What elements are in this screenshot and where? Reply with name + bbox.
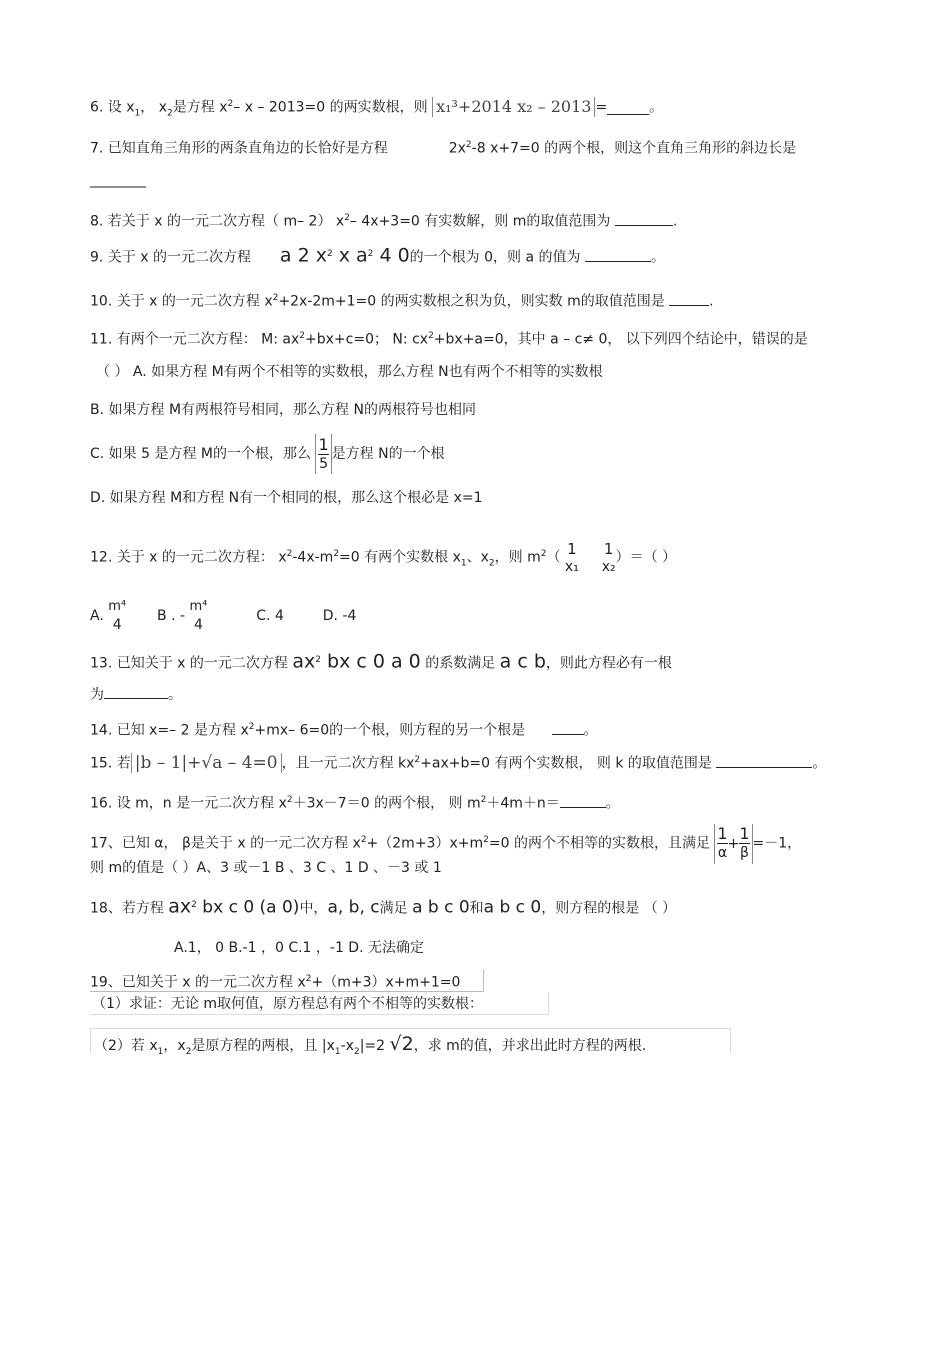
q12-option-c: C. 4	[256, 608, 284, 624]
q8-text-b: – 4x+3=0 有实数解，则 m的取值范围为	[349, 213, 611, 230]
q12-options	[90, 596, 356, 636]
q16-answer-blank	[560, 793, 606, 808]
question-13-cont	[90, 684, 182, 705]
q15-text-d: 。	[812, 755, 827, 772]
q15-sup: 2	[414, 755, 421, 765]
q12-text-c: =0 有两个实数根 x	[339, 549, 461, 566]
q12-optB-den: 4	[193, 617, 203, 633]
q10-answer-blank	[669, 291, 709, 306]
q11-text-a: 11. 有两个一元二次方程： M: ax	[90, 331, 300, 348]
q8-text-c: .	[672, 213, 678, 230]
q19-part-2-box-top	[90, 1028, 730, 1029]
q19-part-2-box-right	[730, 1028, 731, 1054]
question-16	[90, 790, 620, 814]
q19-part-1-text: （1）求证：无论 m取何值，原方程总有两个不相等的实数根：	[92, 996, 483, 1012]
q13-eq3: a c b	[499, 650, 546, 673]
q19-part-2-box-left	[90, 1028, 91, 1054]
q16-text-d: 。	[605, 795, 620, 812]
q7-sup: 2	[465, 140, 472, 150]
q19-sqrt2: √2	[389, 1033, 414, 1055]
q14-sup: 2	[248, 722, 255, 732]
q19-p2-a: （2）若 x	[94, 1038, 158, 1054]
q19-sup: 2	[305, 974, 312, 984]
q10-sup: 2	[272, 293, 279, 303]
q12-f1-num: 1	[567, 539, 577, 558]
q11-frac-den: 5	[319, 455, 329, 472]
q9-eq1: a 2 x	[279, 244, 327, 267]
q6-text-a: 6. 设 x	[90, 99, 135, 116]
q9-text-a: 9. 关于 x 的一元二次方程	[90, 249, 251, 266]
q9-eq-sup1: 2	[326, 249, 333, 259]
q16-text-b: ＋3x－7＝0 的两个根， 则 m	[292, 795, 481, 812]
q17-plus: +	[727, 835, 740, 852]
q17-f1-den: α	[717, 845, 728, 862]
q19-p2-sub1: 1	[157, 1046, 164, 1057]
q14-answer-blank	[552, 720, 584, 735]
q18-text-a: 18、若方程	[90, 900, 164, 917]
q9-eq3: 4 0	[373, 244, 410, 267]
q11-option-a	[96, 362, 603, 382]
q19-p2-e: |=2	[359, 1038, 386, 1054]
q11-text-c: +bx+a=0，其中 a – c≠ 0， 以下列四个结论中，错误的是	[433, 331, 808, 348]
q13-text-d: 为	[90, 687, 104, 703]
q12-sup3: 2	[540, 549, 547, 559]
q19-p2-sub4: 2	[353, 1046, 360, 1057]
question-6	[90, 94, 663, 123]
question-11	[90, 326, 808, 350]
q13-answer-blank	[104, 684, 168, 699]
q6-text-d: – x – 2013=0 的两实数根，则	[233, 99, 428, 116]
q18-eq3: a, b, c	[327, 897, 380, 918]
q18-text-e: ，则方程的根是 （ ）	[541, 900, 677, 917]
q9-answer-blank	[585, 247, 651, 262]
q11-option-d	[90, 488, 483, 508]
q8-answer-blank	[615, 211, 673, 226]
question-7-blank	[90, 170, 146, 190]
q17-text-b: +（2m+3）x+m	[366, 835, 484, 852]
q17-text-d: =－1，	[752, 835, 802, 852]
q12-sup2: 2	[333, 549, 340, 559]
q12-f2-den: x₂	[601, 558, 616, 575]
question-13	[90, 650, 672, 674]
q19-p2-sub2: 2	[185, 1046, 192, 1057]
q11-option-b	[90, 400, 476, 420]
q19-divider-1	[90, 991, 484, 992]
q12-sub2: 2	[488, 558, 495, 569]
q16-sup2: 2	[480, 795, 487, 805]
question-17-cont	[90, 858, 442, 878]
q16-text-a: 16. 设 m，n 是一元二次方程 x	[90, 795, 287, 812]
q17-sup1: 2	[360, 835, 367, 845]
q17-f2-den: β	[739, 845, 749, 862]
q14-text-c: 。	[583, 722, 598, 739]
q7-text-a: 7. 已知直角三角形的两条直角边的长恰好是方程	[90, 140, 388, 157]
q12-text-d: 、x	[466, 549, 489, 566]
q18-eq1: ax	[168, 895, 192, 918]
q13-eq2: bx c 0 a 0	[320, 650, 421, 673]
q12-optA-num: m⁴	[108, 599, 127, 614]
question-8	[90, 208, 677, 232]
q18-eq5: a b c 0	[483, 897, 542, 918]
q12-fraction-1-x1	[565, 540, 579, 576]
q13-text-c: ，则此方程必有一根	[545, 655, 672, 672]
q19-part-1-box	[90, 1014, 548, 1015]
q6-text-b: ， x	[140, 99, 168, 116]
q18-options	[174, 938, 424, 958]
q15-text-a: 15. 若	[90, 755, 131, 772]
q19-text-b: +（m+3）x+m+1=0	[311, 974, 461, 991]
q19-part-2	[94, 1034, 646, 1062]
q11-option-d-text: D. 如果方程 M和方程 N有一个相同的根，那么这个根必是 x=1	[90, 490, 483, 506]
q11-frac-num: 1	[318, 434, 329, 454]
q12-optA-den: 4	[112, 617, 122, 633]
q17-f2-num: 1	[739, 824, 750, 844]
q12-f1-den: x₁	[564, 558, 579, 575]
question-10	[90, 288, 714, 312]
q17-text-c: =0 的两个不相等的实数根，且满足	[488, 835, 710, 852]
q17-sup2: 2	[483, 835, 489, 845]
question-15	[90, 750, 826, 774]
q6-sup: 2	[227, 99, 234, 109]
question-9	[90, 244, 665, 268]
q12-text-b: -4x-m	[292, 549, 334, 566]
q6-text-c: 是方程 x	[172, 99, 228, 116]
q13-eq1: ax	[292, 650, 316, 673]
q12-option-b-fraction	[189, 598, 207, 634]
q19-p2-d: -x	[340, 1038, 354, 1054]
question-18	[90, 895, 676, 919]
q15-expression-image: |b – 1|+√a – 4=0	[131, 753, 282, 773]
q19-p2-b: ，x	[163, 1038, 186, 1054]
q12-sup1: 2	[286, 549, 293, 559]
q12-fraction-1-x2	[602, 540, 616, 576]
q13-text-e: 。	[168, 687, 182, 703]
q17-fraction-expression	[714, 824, 752, 864]
q18-eq-sup: 2	[191, 900, 197, 910]
q14-text-a: 14. 已知 x=– 2 是方程 x	[90, 722, 249, 739]
q11-sup1: 2	[299, 331, 306, 341]
q11-option-c	[90, 434, 445, 474]
q11-sup2: 2	[428, 331, 434, 341]
q19-part-1	[92, 994, 483, 1014]
q18-text-b: 中，	[299, 900, 328, 917]
q12-sub1: 1	[460, 558, 467, 569]
q11-option-b-text: B. 如果方程 M有两根符号相同，那么方程 N的两根符号也相同	[90, 402, 476, 418]
q12-text-g: ）＝（ ）	[615, 549, 677, 566]
q14-text-b: +mx– 6=0的一个根，则方程的另一个根是	[254, 722, 526, 739]
q8-sup: 2	[344, 213, 350, 223]
q6-sub2: 2	[167, 108, 173, 119]
q11-option-a-text: （ ） A. 如果方程 M有两个不相等的实数根，那么方程 N也有两个不相等的实数根	[96, 364, 603, 380]
q18-eq4: a b c 0	[412, 897, 470, 918]
q12-f2-num: 1	[603, 539, 614, 558]
question-7	[90, 135, 796, 159]
q6-expression-image: x₁³+2014 x₂ – 2013	[432, 97, 595, 117]
q12-text-a: 12. 关于 x 的一元二次方程： x	[90, 549, 287, 566]
q7-text-b: 2x	[448, 140, 466, 157]
q9-text-c: 。	[650, 249, 665, 266]
q19-p2-sub3: 1	[334, 1046, 341, 1057]
q9-eq2: x a	[332, 244, 368, 267]
question-12	[90, 532, 676, 585]
question-19	[90, 969, 460, 993]
q17-text-a: 17、已知 α， β是关于 x 的一元二次方程 x	[90, 835, 361, 852]
q17-text-e: 则 m的值是（ ）A、3 或－1 B 、3 C 、1 D 、－3 或 1	[90, 860, 442, 876]
q15-answer-blank	[716, 753, 812, 768]
q12-text-e: ，则 m	[494, 549, 541, 566]
q17-f1-num: 1	[717, 824, 728, 844]
q12-option-b: B . -	[157, 608, 186, 624]
q19-text-a: 19、已知关于 x 的一元二次方程 x	[90, 974, 306, 991]
question-14	[90, 717, 598, 741]
q18-text-d: 和	[469, 900, 484, 917]
q11-fraction-one-fifth	[315, 434, 331, 474]
q19-part-1-box-right	[548, 992, 549, 1014]
q18-text-c: 满足	[379, 900, 408, 917]
q11-option-c-text1: C. 如果 5 是方程 M的一个根，那么	[90, 446, 312, 462]
q7-text-c: -8 x+7=0 的两个根，则这个直角三角形的斜边长是	[471, 140, 797, 157]
q13-text-a: 13. 已知关于 x 的一元二次方程	[90, 655, 288, 672]
q15-text-b: ，且一元二次方程 kx	[281, 755, 415, 772]
q16-sup1: 2	[286, 795, 293, 805]
q6-text-e: =______。	[595, 99, 664, 116]
q10-text-b: +2x-2m+1=0 的两实数根之积为负，则实数 m的取值范围是	[278, 293, 665, 310]
q11-text-b: +bx+c=0； N: cx	[305, 331, 429, 348]
q12-option-a-fraction	[108, 598, 126, 634]
q19-divider-1-right	[483, 969, 484, 991]
q13-eq-sup: 2	[315, 655, 321, 665]
q12-optB-num: m⁴	[189, 599, 208, 614]
q13-text-b: 的系数满足	[425, 655, 496, 672]
q19-p2-f: ，求 m的值，并求出此时方程的两根.	[413, 1038, 647, 1054]
q6-sub1: 1	[134, 108, 141, 119]
q8-text-a: 8. 若关于 x 的一元二次方程（ m– 2） x	[90, 213, 345, 230]
q11-option-c-text2: 是方程 N的一个根	[331, 446, 445, 462]
q9-eq-sup2: 2	[367, 249, 374, 259]
q12-text-f: （	[546, 549, 561, 566]
q10-text-a: 10. 关于 x 的一元二次方程 x	[90, 293, 273, 310]
q9-text-b: 的一个根为 0，则 a 的值为	[409, 249, 581, 266]
q12-option-a: A.	[90, 608, 104, 624]
q12-option-d: D. -4	[322, 608, 357, 624]
q15-text-c: +ax+b=0 有两个实数根， 则 k 的取值范围是	[420, 755, 712, 772]
q16-text-c: ＋4m＋n＝	[486, 795, 560, 812]
q19-p2-c: 是原方程的两根，且 |x	[191, 1038, 335, 1054]
q7-answer-blank: ________	[90, 172, 146, 188]
q18-eq2: bx c 0 (a 0)	[196, 897, 300, 918]
q18-options-text: A.1， 0 B.-1 ，0 C.1 ，-1 D. 无法确定	[174, 940, 424, 956]
q10-text-c: .	[709, 293, 714, 310]
